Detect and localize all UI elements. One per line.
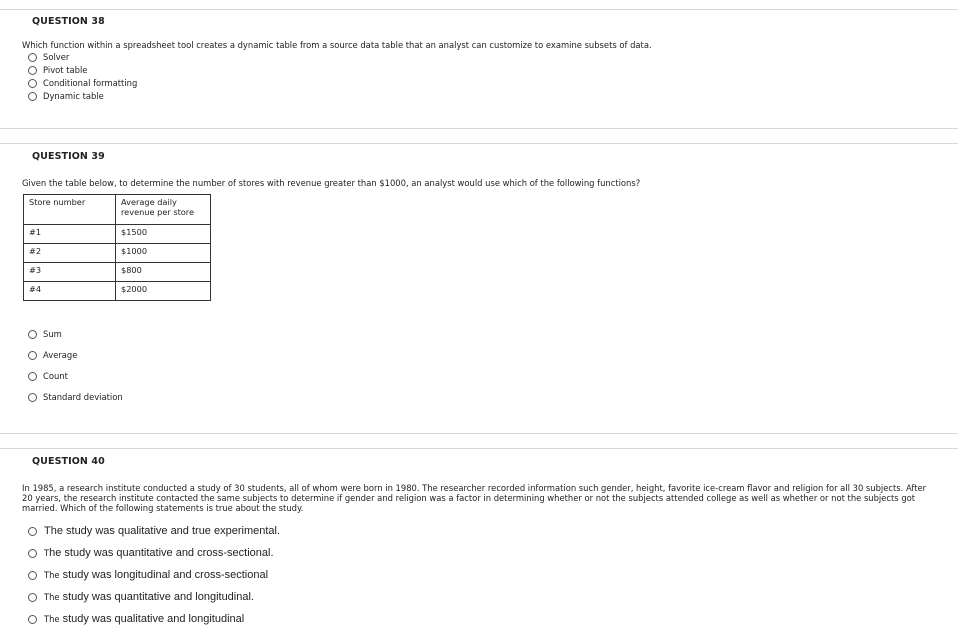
q39-option-average[interactable] [28, 349, 77, 361]
option-label: The study was qualitative and true experimental. [44, 525, 281, 537]
radio-button[interactable] [28, 393, 37, 402]
table-cell: #4 [24, 282, 116, 301]
option-label: Sum [43, 329, 62, 339]
q38-option-solver[interactable] [28, 51, 69, 63]
table-row [24, 225, 211, 244]
option-label: Standard deviation [43, 392, 123, 402]
divider-38-39 [0, 128, 958, 129]
option-label: Solver [43, 52, 70, 62]
table-cell: $1500 [116, 225, 211, 244]
question-38-title: QUESTION 38 [32, 16, 105, 27]
radio-button[interactable] [28, 549, 37, 558]
table-cell: $800 [116, 263, 211, 282]
option-label: Count [43, 371, 68, 381]
option-label: Average [43, 350, 78, 360]
option-label: he study was quantitative and cross-sectional. [49, 547, 274, 559]
option-label: study was longitudinal and cross-sectional [62, 569, 269, 581]
question-40-text: In 1985, a research institute conducted a study of 30 students, all of whom were born in 1980. The researcher recorded information such gender, height, favorite ice-cream flavor and religion for all 30 subjects. After 20 years, the research institute contacted the same subjects to determine if gender and religion was a factor in determining whether or not the subjects attended college as well as whether or not the subjects got married. Which of the following statements is true about the study. [22, 483, 927, 513]
table-cell: #3 [24, 263, 116, 282]
table-cell: $1000 [116, 244, 211, 263]
radio-button[interactable] [28, 593, 37, 602]
radio-button[interactable] [28, 351, 37, 360]
question-40-title: QUESTION 40 [32, 456, 105, 467]
q38-option-pivot-table[interactable] [28, 64, 87, 76]
column-header-average-revenue: Average daily revenue per store [116, 195, 211, 225]
revenue-table [23, 194, 211, 301]
question-39-text: Given the table below, to determine the number of stores with revenue greater than $1000, an analyst would use which of the following functions? [22, 178, 641, 188]
option-label: Pivot table [43, 65, 88, 75]
option-label-prefix: T [44, 548, 50, 558]
divider-39-40 [0, 433, 958, 434]
radio-button[interactable] [28, 53, 37, 62]
q38-option-dynamic-table[interactable] [28, 90, 104, 102]
radio-button[interactable] [28, 615, 37, 624]
option-label: Dynamic table [43, 91, 104, 101]
table-cell: #2 [24, 244, 116, 263]
option-label: Conditional formatting [43, 78, 138, 88]
q40-option-longitudinal-cross-sectional[interactable] [28, 568, 268, 582]
q39-option-count[interactable] [28, 370, 68, 382]
table-cell: #1 [24, 225, 116, 244]
question-38-text: Which function within a spreadsheet tool creates a dynamic table from a source data table that an analyst can customize to examine subsets of data. [22, 40, 652, 50]
q40-option-qualitative-true-experimental[interactable] [28, 524, 280, 538]
q40-option-quantitative-cross-sectional[interactable] [28, 546, 274, 560]
column-header-store-number: Store number [24, 195, 116, 225]
table-row [24, 282, 211, 301]
option-label: study was qualitative and longitudinal [62, 613, 245, 625]
q40-option-quantitative-longitudinal[interactable] [28, 590, 254, 604]
radio-button[interactable] [28, 330, 37, 339]
table-row [24, 244, 211, 263]
radio-button[interactable] [28, 372, 37, 381]
option-label: study was quantitative and longitudinal. [62, 591, 254, 603]
option-label-prefix: The [44, 614, 60, 624]
q40-option-qualitative-longitudinal[interactable] [28, 612, 244, 626]
radio-button[interactable] [28, 527, 37, 536]
q39-option-standard-deviation[interactable] [28, 391, 123, 403]
table-cell: $2000 [116, 282, 211, 301]
option-label-prefix: The [44, 592, 60, 602]
table-row [24, 263, 211, 282]
table-header-row [24, 195, 211, 225]
radio-button[interactable] [28, 79, 37, 88]
top-divider [0, 9, 958, 10]
radio-button[interactable] [28, 66, 37, 75]
radio-button[interactable] [28, 92, 37, 101]
q39-option-sum[interactable] [28, 328, 62, 340]
question-39-title: QUESTION 39 [32, 151, 105, 162]
q38-option-conditional-formatting[interactable] [28, 77, 137, 89]
radio-button[interactable] [28, 571, 37, 580]
option-label-prefix: The [44, 570, 60, 580]
divider-38-39-b [0, 143, 958, 144]
divider-39-40-b [0, 448, 958, 449]
